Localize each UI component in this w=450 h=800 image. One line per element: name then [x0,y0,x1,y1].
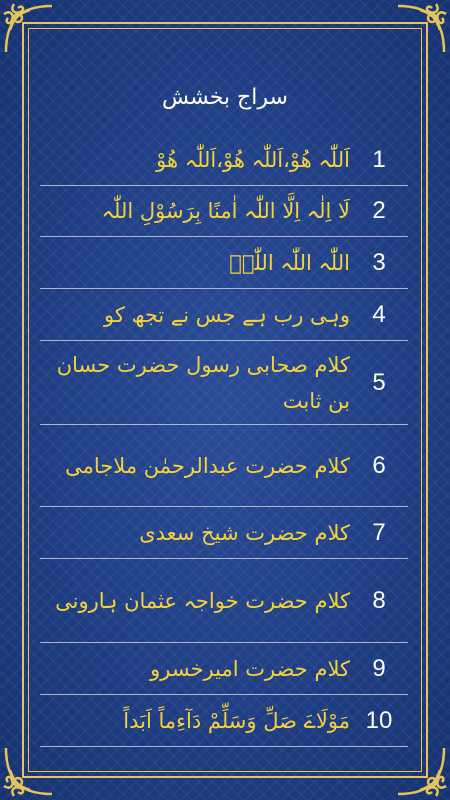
item-label: کلام صحابی رسول حضرت حسان بن ثابت [56,352,350,413]
list-item[interactable] [40,341,408,425]
corner-ornament-icon [0,0,58,58]
corner-ornament-icon [392,742,450,800]
item-number: 1 [372,145,386,173]
item-number: 3 [372,248,386,276]
item-number: 10 [365,706,393,734]
item-number: 8 [372,586,386,614]
list-item[interactable] [40,695,408,747]
list-item[interactable] [40,425,408,507]
page-title: سراج بخشش [162,85,288,110]
list-item[interactable] [40,134,408,186]
item-number: 2 [372,197,386,224]
item-label: اَللّٰہ ھُوْ،اَللّٰہ ھُوْ،اَللّٰہ ھُوْ [156,147,350,172]
list-item[interactable] [40,289,408,341]
list-item[interactable] [40,237,408,289]
item-label: کلام حضرت خواجہ عثمان ہارونی [55,588,350,613]
item-label: کلام حضرت امیرخسرو [150,656,350,681]
item-number: 4 [372,300,386,328]
item-number: 9 [372,654,386,682]
item-label: اللّٰہ اللّٰہ اللّٰہؑ [229,250,350,275]
item-number: 7 [372,518,386,546]
item-label: لَا اِلٰہ اِلَّا اللّٰہ اٰمنًا بِرَسُوْلِ اللّٰہ [101,199,350,223]
item-number: 5 [372,368,386,396]
list-item[interactable] [40,507,408,559]
list-item[interactable] [40,643,408,695]
item-label: مَوْلَاےَ صَلِّ وَسَلِّمْ دَآءِماً اَبَداً [123,708,350,733]
kalam-list [40,134,408,747]
item-label: وہی رب ہے جس نے تجھ کو [104,302,350,327]
corner-ornament-icon [392,0,450,58]
item-label: کلام حضرت شیخ سعدی [139,520,350,545]
item-label: کلام حضرت عبدالرحمٰن ملاجامی [65,453,350,478]
item-number: 6 [372,451,386,479]
list-item[interactable] [40,559,408,643]
corner-ornament-icon [0,742,58,800]
list-item[interactable] [40,186,408,237]
